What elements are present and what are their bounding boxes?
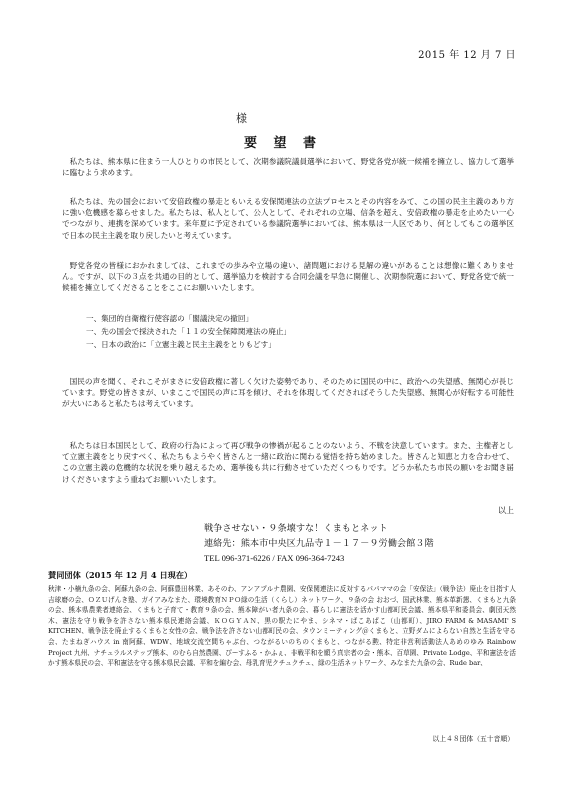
paragraph-4: 国民の声を聞く、それこそがまさに安倍政権に著しく欠けた姿勢であり、そのために国民の中に、政治への失望感、無関心が長じています。野党の皆さまが、いまここで国民の声に耳を傾け、それを体現してくださればそうした失望感、無関心が好転する可能性が大いにあると私たちは考えています。	[62, 377, 514, 409]
supporters-count: 以上４８団体（五十音順）	[432, 735, 514, 743]
signature-block	[204, 522, 434, 566]
addressee: 様	[236, 112, 247, 125]
paragraph-2: 私たちは、先の国会において安倍政権の暴走ともいえる安保関連法の立法プロセスとその内容をみて、この国の民主主義のあり方に強い危機感を募らせました。私たちは、私人として、公人として、それぞれの立場、信条を超え、安倍政権の暴走を止めたい一心でつながり、連携を深めています。来年夏に予定されている参議院選挙においては、熊本県は一人区であり、何としてもこの選挙区で日本の民主主義を取り戻したいと考えています。	[62, 197, 514, 240]
paragraph-3: 野党各党の皆様におかれましては、これまでの歩みや立場の違い、諸問題における見解の違いがあることは想像に難くありません。ですが、以下の３点を共通の目的として、選挙協力を検討する合同会議を早急に開催し、次期参院選において、野党各党で統一候補を擁立してくださることをここにお願いいたします。	[62, 261, 514, 293]
signature-org: 戦争させない・９条壊すな！くまもとネット	[204, 523, 388, 534]
paragraph-5: 私たちは日本国民として、政府の行為によって再び戦争の惨禍が起ることのないよう、不戦を決意しています。また、主権者として立憲主義をとり戻すべく、私たちもようやく皆さんと一緒に政治に関わる覚悟を持ち始めました。皆さんと知恵と力を合わせて、この立憲主義の危機的な状況を乗り越えるため、選挙後も共に行動させていただくつもりです。どうか私たち市民の願いをお聞き届けくださいますよう重ねてお願いいたします。	[62, 441, 514, 484]
demands-list	[86, 312, 291, 351]
signature-contact: TEL 096-371-6226 / FAX 096-364-7243	[204, 553, 345, 563]
document-title: 要 望 書	[243, 136, 323, 151]
demand-item: 一、集団的自衛権行使容認の「閣議決定の撤回」	[86, 314, 254, 323]
demand-item: 一、先の国会で採決された「１１の安全保障関連法の廃止」	[86, 327, 292, 336]
signature-address: 連絡先：熊本市中央区九品寺１－１７－９労働会館３階	[204, 537, 434, 549]
document-date: 2015 年 12 月 7 日	[418, 50, 516, 61]
demand-item: 一、日本の政治に「立憲主義と民主主義をとりもどす」	[86, 340, 276, 349]
supporters-heading: 賛同団体（2015 年 12 月 4 日現在）	[48, 570, 193, 580]
paragraph-1: 私たちは、熊本県に住まう一人ひとりの市民として、次期参議院議員選挙において、野党各党が統一候補を擁立し、協力して選挙に臨むよう求めます。	[62, 157, 514, 178]
supporters-list: 秋津・小楠九条の会、阿蘇九条の会、阿蘇豊田林業、あそのわ、アンアプルナ農園、安保関連法に反対するパパママの会「安保法」（戦争法）廃止を目指す人吉球磨の会、ＯＺＵげんき塾、ガイアみなまた、環境教育ＮＰＯ緑の生活（くらし）ネットワーク、９条の会 おおづ、国武林業、熊本革新懇、くまもと九条の会、熊本県農業者連絡会、くまもと子育て・教育９条の会、熊本障がい者九条の会、暮らしに憲法を活かす山都町民会議、熊本県平和委員会、劇団天然木、憲法を守り戦争を許さない熊本県民連絡会議、ＫＯＧＹＡＮ、黒の駅たにやま、シネマ・ぱこあぱこ（山都町）、JIRO FARM & MASAMI' S KITCHEN、戦争法を廃止するくまもと女性の会、戦争法を許さない山都町民の会、タウンミーティング＠くまもと、立野ダムによらない自然と生活を守る会、たまねぎハウス in 南阿蘇、WDW、地域交流空間ちゃぶ台、つながるいのちのくまもと、つながる勲、特定非営利活動法人あめのゆみ Rainbow Project 九州、ナチュラルステップ熊本、のむら自然農園、ぴーすふる・かふぇ、非戦平和を願う真宗者の会・熊本、百草園、Private Lodge、平和憲法を活かす熊本県民の会、平和憲法を守る熊本県民会議、平和を編む会、母乳育児クチュクチュ、緑の生活ネットワーク、みなまた九条の会、Rude bar、	[48, 585, 516, 668]
closing-mark: 以上	[498, 506, 514, 515]
